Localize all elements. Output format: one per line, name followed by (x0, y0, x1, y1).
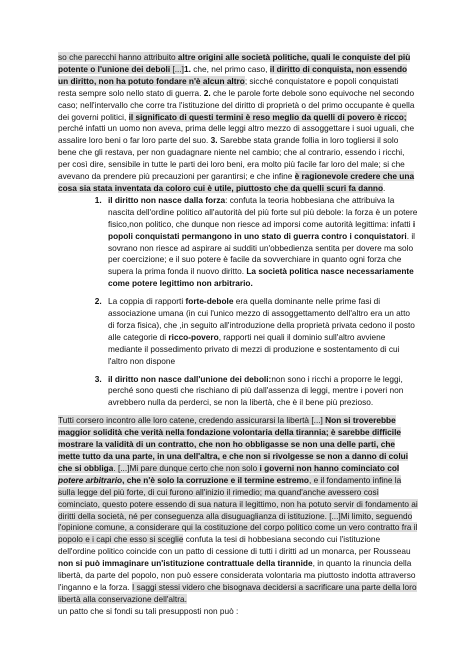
paragraph-pact (58, 606, 418, 618)
text-run: I saggi stessi videro che bisognava decidersi a sacrificare una parte della loro libertà alla conservazione dell'altra. (58, 581, 417, 604)
text-run: , e il fondamento infine la sulla legge del più forte, di cui furono all'inizio il rimedio; ma quand'anche avessero così cominciato, questo potere essendo di sua natura il legittimo, non ha potuto servir di fondamento ai diritti della società, né per conseguenza alla disuguaglianza di istituzione. [...]Mi limito, seguendo l'opinione comune, a considerare qui la costituzione del corpo politico come un vero contratto fra il popolo e i capi che esso si sceglie (58, 474, 418, 545)
paragraph-origins (58, 52, 418, 195)
list-item (104, 195, 418, 290)
text-run: [...] (170, 63, 184, 74)
text-run: il diritto non nasce dalla forza (108, 194, 226, 205)
text-run: Sarebbe stata grande follia in loro togliersi il solo bene che gli restava, per non guadagnare niente nel cambio; che al contrario, essendo i ricchi, per così dire, sensibile in tutte le parti dei loro beni, era molto più facile far loro del male; si che avevano da prendere più precauzioni per garantirsi; e che infine (58, 135, 405, 182)
paragraph-chains (58, 415, 418, 606)
text-run: non si può immaginare un'istituzione contrattuale della tirannide (58, 558, 313, 569)
text-run: forte-debole (185, 296, 234, 307)
text-run: . (383, 182, 386, 193)
text-run: il diritto di conquista, non essendo un diritto, non ha potuto fondare n'è alcun altro (58, 63, 408, 86)
text-run: La coppia di rapporti (108, 296, 186, 307)
text-run: Tutti corsero incontro alle loro catene, credendo assicurarsi la libertà [...] (58, 415, 326, 426)
text-run: il significato di questi termini è reso meglio da quelli di povero è ricco; (128, 111, 407, 122)
text-run: che le parole forte debole sono equivoche nel secondo caso; nell'intervallo che corre tra l'istituzione del diritto di proprietà o del primo occupante è quella dei governi politici, (58, 87, 415, 122)
text-run: potere arbitrario (58, 474, 123, 485)
text-run: , che n'è solo la corruzione e il termine estremo (122, 474, 309, 485)
text-run: . [...]Mi pare dunque certo che non solo (113, 462, 260, 473)
text-run: 1. (183, 63, 191, 74)
text-run: un patto che si fondi su tali presupposti non può : (58, 605, 239, 616)
text-run: ; sicché conquistatore e popoli conquistati resta sempre solo nello stato di guerra. (58, 75, 399, 98)
text-run: i popoli conquistati permangono in uno stato di guerra contro i conquistatori (108, 218, 416, 241)
text-run: La società politica nasce necessariamente come potere legittimo non arbitrario. (108, 266, 414, 289)
text-run: era quella dominante nelle prime fasi di associazione umana (in cui l'unico mezzo di assoggettamento dell'altro era un atto di forza fisica), che ,in seguito all'introduzione della proprietà privata cedono il posto alle categorie di (108, 296, 415, 342)
text-run: . il sovrano non riesce ad aspirare ai sudditi un'obbedienza sentita per dovere ma solo per coercizione; e il suo potere è facile da sovverchiare in quanto ogni forza che supera la prima fonda il nuovo diritto. (108, 230, 416, 277)
text-run: Non si troverebbe maggior solidità che verità nella fondazione volontaria della tirannia; è sarebbe difficile mostrare la validità di un contratto, che non ho obbligasse se non una delle parti, che mette tutto da una parte, in una dell'altra, e che non si rivolgesse se non a danno di colui che si obbliga (58, 415, 409, 473)
list-item (104, 296, 418, 367)
text-run: confuta la tesi di hobbesiana secondo cui l'istituzione dell'ordine politico coincide con un patto di cessione di tutti i diritti ad un monarca, per Rousseau (58, 534, 411, 557)
text-run: perché infatti un uomo non aveva, prima delle leggi altro mezzo di assoggettare i suoi uguali, che assalire loro beni o far loro parte del suo. (58, 123, 415, 146)
text-run: che, nel primo caso, (190, 63, 270, 74)
text-run: altre origini alle società politiche, quali le conquiste del più potente o l'unione dei deboli (58, 52, 411, 74)
list-item (104, 374, 418, 410)
text-run: , in quanto la rinuncia della libertà, da parte del popolo, non può essere considerata volontaria ma piuttosto indotta attraverso l'inganno e la forza. (58, 558, 416, 592)
document-page (58, 52, 418, 618)
text-run: so che parecchi hanno attribuito (58, 52, 178, 62)
text-run: non sono i ricchi a proporre le leggi, perché sono questi che rischiano di più dall'assenza di leggi, mentre i poveri non avrebbero nulla da perderci, se non la libertà, che è il bene più prezioso. (108, 373, 404, 408)
text-run: ricco-povero (168, 331, 219, 342)
text-run: , rapporti nei quali il dominio sull'altro avviene mediante il possedimento privato di mezzi di produzione e sostentamento di cui l'altro non dispone (108, 331, 400, 366)
text-run: il diritto non nasce dall'unione dei deboli: (108, 373, 272, 384)
numbered-list (58, 195, 418, 409)
text-run: i governi non hanno cominciato col (259, 462, 400, 473)
text-run: è ragionevole credere che una cosa sia stata inventata da coloro cui è utile, piuttosto che da quelli scuri fa danno (58, 171, 415, 193)
text-run: : confuta la teoria hobbesiana che attribuiva la nascita dell'ordine politico all'autorità del più forte sul più debole: la forza è un potere fisico,non politico, che dunque non riesce ad imporsi come autorità legittima: infatti (108, 194, 418, 229)
text-run: 2. (203, 87, 211, 98)
text-run: 3. (210, 135, 218, 146)
